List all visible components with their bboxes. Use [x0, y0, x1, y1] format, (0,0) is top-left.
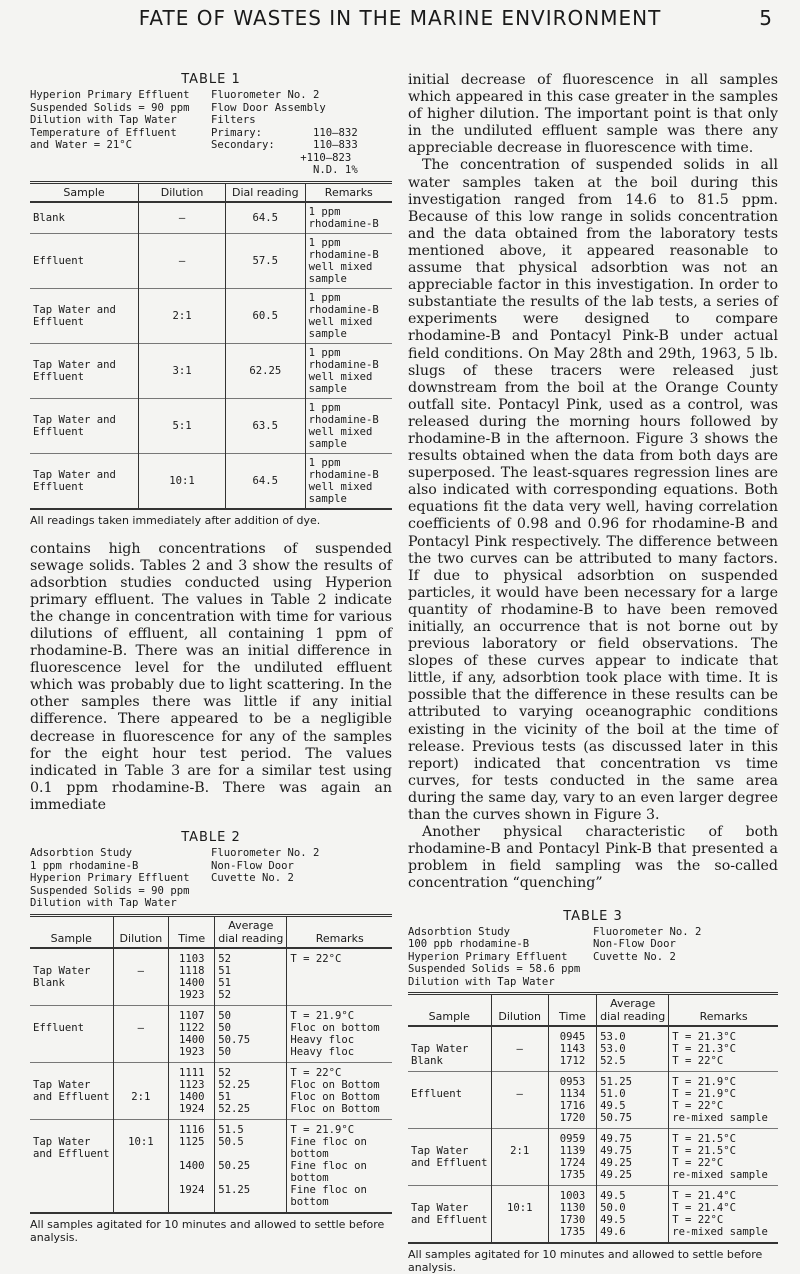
table1-cell-dilution: 5:1	[139, 398, 226, 453]
table1	[30, 181, 392, 510]
table2-note: All samples agitated for 10 minutes and allowed to settle before analysis.	[30, 1217, 385, 1244]
table2-cell-dial: 51.5 50.5 50.25 51.25	[215, 1119, 287, 1213]
table2-cell-sample: Tap Water and Effluent	[30, 1062, 113, 1119]
table2-cell-sample: Effluent	[30, 1005, 113, 1062]
table1-meta-line: Flow Door Assembly	[211, 101, 326, 114]
table3-cell-sample: Tap Water Blank	[408, 1026, 491, 1072]
table1-cell-sample: Tap Water and Effluent	[30, 398, 139, 453]
table1-cell-dilution: 10:1	[139, 453, 226, 509]
table3-cell-dial: 53.0 53.0 52.5	[597, 1026, 669, 1072]
table3-cell-remarks: T = 21.5°C T = 21.5°C T = 22°C re-mixed sample	[669, 1129, 778, 1186]
table1-cell-sample: Tap Water and Effluent	[30, 343, 139, 398]
table2-header-sample: Sample	[30, 915, 113, 948]
table1-meta-line: Secondary: 110–833	[211, 139, 358, 151]
table1-meta-line: Primary: 110–832	[211, 126, 358, 139]
table1-cell-remarks: 1 ppm rhodamine-B	[305, 202, 392, 234]
table2-meta-line: Fluorometer No. 2	[211, 847, 320, 859]
table3-cell-sample: Effluent	[408, 1072, 491, 1129]
table1-cell-dial: 63.5	[225, 398, 305, 453]
table2-meta	[30, 847, 392, 910]
table3-meta	[408, 926, 778, 989]
table2-meta-line: 1 ppm rhodamine-B	[30, 859, 139, 872]
table2-cell-remarks: T = 21.9°C Fine floc on bottom Fine floc on bottom Fine floc on bottom	[287, 1119, 392, 1213]
table3-cell-dilution: 2:1	[491, 1129, 548, 1186]
table3-meta-line: Non-Flow Door	[593, 938, 676, 950]
table3-meta-line: Suspended Solids = 58.6 ppm	[408, 963, 581, 975]
table3-cell-time: 0953 1134 1716 1720	[548, 1072, 596, 1129]
table1-cell-sample: Blank	[30, 202, 139, 234]
table3-header-sample: Sample	[408, 994, 491, 1027]
table2-meta-right	[211, 847, 392, 910]
table1-header-sample: Sample	[30, 182, 139, 202]
table1-cell-dilution: 3:1	[139, 343, 226, 398]
table3-cell-dilution: —	[491, 1072, 548, 1129]
table1-meta-line: Hyperion Primary Effluent	[30, 89, 190, 101]
table3-row	[408, 1026, 778, 1072]
table1-cell-sample: Tap Water and Effluent	[30, 453, 139, 509]
table2-row	[30, 1062, 392, 1119]
table1-cell-dilution: 2:1	[139, 288, 226, 343]
table3-row	[408, 1072, 778, 1129]
table3-note: All samples agitated for 10 minutes and allowed to settle before analysis.	[408, 1248, 763, 1274]
table1-header-dial: Dial reading	[225, 182, 305, 202]
table1-cell-dial: 64.5	[225, 202, 305, 234]
table2-cell-dilution: —	[113, 948, 169, 1006]
table1-cell-remarks: 1 ppm rhodamine-B well mixed sample	[305, 343, 392, 398]
table2-cell-dilution: 2:1	[113, 1062, 169, 1119]
table3-row	[408, 1129, 778, 1186]
table3-cell-remarks: T = 21.9°C T = 21.9°C T = 22°C re-mixed sample	[669, 1072, 778, 1129]
table3-cell-dilution: —	[491, 1026, 548, 1072]
table3-cell-time: 0959 1139 1724 1735	[548, 1129, 596, 1186]
table1-meta-left	[30, 89, 211, 177]
table1-cell-dilution: —	[139, 233, 226, 288]
table1-meta-line: Temperature of Effluent	[30, 126, 177, 139]
table1-cell-dial: 60.5	[225, 288, 305, 343]
left-paragraph: contains high concentrations of suspended sewage solids. Tables 2 and 3 show the results of adsorbtion studies conducted using Hyperion primary effluent. The values in Table 2 indicate the change in concentration with time for various dilutions of effluent, all containing 1 ppm of rhodamine-B. There was an initial difference in fluorescence level for the undiluted effluent which was probably due to light scattering. In the other samples there was little if any initial difference. There appeared to be a negligible decrease in fluorescence for any of the samples for the eight hour test period. The values indicated in Table 3 are for a similar test using 0.1 ppm rhodamine-B. There was again an immediate	[30, 540, 392, 813]
left-body-text	[30, 541, 392, 815]
table2-meta-left	[30, 847, 211, 910]
table1-meta-right	[211, 89, 392, 177]
table2-cell-remarks: T = 22°C	[287, 948, 392, 1006]
table3	[408, 992, 778, 1244]
table2-header-dilution: Dilution	[113, 915, 169, 948]
table1-row	[30, 398, 392, 453]
table3-meta-line: Fluorometer No. 2	[593, 925, 702, 938]
table1-row	[30, 202, 392, 234]
table2-row	[30, 1119, 392, 1213]
table1-meta-line: Suspended Solids = 90 ppm	[30, 101, 190, 114]
table1-cell-remarks: 1 ppm rhodamine-B well mixed sample	[305, 288, 392, 343]
right-paragraph-2: The concentration of suspended solids in all water samples taken at the boil during this investigation ranged from 14.6 to 81.5 ppm. Because of this low range in solids concentration and the data obtained from the laboratory tests mentioned above, it appeared reasonable to assume that physical adsorbtion was not an appreciable factor in this investigation. In order to substantiate the results of the lab tests, a series of experiments were designed to compare rhodamine-B and Pontacyl Pink-B under actual field conditions. On May 28th and 29th, 1963, 5 lb. slugs of these tracers were released just downstream from the boil at the Orange County outfall site. Pontacyl Pink, used as a control, was released during the morning hours followed by rhodamine-B in the afternoon. Figure 3 shows the results obtained when the data from both days are superposed. The least-squares regression lines are also indicated with corresponding equations. Both equations fit the data very well, having correlation coefficients of 0.98 and 0.96 for rhodamine-B and Pontacyl Pink respectively. The difference between the two curves can be attributed to many factors. If due to physical adsorbtion on suspended particles, it would have been necessary for a large quantity of rhodamine-B to have been removed initially, an occurrence that is not borne out by previous laboratory or field observations. The slopes of these curves appear to indicate that little, if any, adsorbtion took place with time. It is possible that the difference in these results can be attributed to varying oceanographic conditions existing in the vicinity of the boil at the time of release. Previous tests (as discussed later in this report) indicated that concentration vs time curves, for tests conducted in the same area during the same day, vary to an even larger degree than the curves shown in Figure 3.	[408, 157, 778, 824]
table3-cell-dial: 51.25 51.0 49.5 50.75	[597, 1072, 669, 1129]
table2-meta-line: Non-Flow Door	[211, 859, 294, 872]
table1-row	[30, 288, 392, 343]
table2-cell-time: 1107 1122 1400 1923	[169, 1005, 215, 1062]
table3-cell-dial: 49.75 49.75 49.25 49.25	[597, 1129, 669, 1186]
right-paragraph-3: Another physical characteristic of both rhodamine-B and Pontacyl Pink-B that presented a problem in field sampling was the so-called concentration “quenching”	[408, 824, 778, 892]
table2-header-remarks: Remarks	[287, 915, 392, 948]
table3-cell-time: 1003 1130 1730 1735	[548, 1186, 596, 1244]
table2-cell-time: 1116 1125 1400 1924	[169, 1119, 215, 1213]
table3-cell-sample: Tap Water and Effluent	[408, 1129, 491, 1186]
table2-meta-line: Adsorbtion Study	[30, 847, 133, 859]
running-title: FATE OF WASTES IN THE MARINE ENVIRONMENT	[138, 6, 662, 30]
table2-cell-dilution: —	[113, 1005, 169, 1062]
table3-meta-line: Dilution with Tap Water	[408, 975, 555, 988]
table3-cell-dial: 49.5 50.0 49.5 49.6	[597, 1186, 669, 1244]
table3-row	[408, 1186, 778, 1244]
table1-cell-remarks: 1 ppm rhodamine-B well mixed sample	[305, 398, 392, 453]
table1-cell-dial: 64.5	[225, 453, 305, 509]
table1-meta-line: Dilution with Tap Water	[30, 114, 177, 126]
table1-meta	[30, 89, 392, 177]
table2-cell-time: 1103 1118 1400 1923	[169, 948, 215, 1006]
table1-title: TABLE 1	[181, 72, 241, 87]
table1-cell-dilution: —	[139, 202, 226, 234]
right-body-text	[408, 72, 778, 893]
table3-cell-remarks: T = 21.4°C T = 21.4°C T = 22°C re-mixed sample	[669, 1186, 778, 1244]
table1-meta-line: +110–823	[211, 151, 352, 164]
table2-cell-sample: Tap Water Blank	[30, 948, 113, 1006]
table2-header-time: Time	[169, 915, 215, 948]
table3-meta-left	[408, 926, 593, 989]
table2-row	[30, 948, 392, 1006]
table2-cell-dilution: 10:1	[113, 1119, 169, 1213]
table2-cell-sample: Tap Water and Effluent	[30, 1119, 113, 1213]
table2-meta-line: Hyperion Primary Effluent	[30, 872, 190, 884]
table2-cell-time: 1111 1123 1400 1924	[169, 1062, 215, 1119]
table2-row	[30, 1005, 392, 1062]
table3-cell-sample: Tap Water and Effluent	[408, 1186, 491, 1244]
right-column	[408, 72, 778, 1274]
table3-cell-dilution: 10:1	[491, 1186, 548, 1244]
page-number: 5	[759, 6, 772, 30]
table2-header-dial: Average dial reading	[215, 915, 287, 948]
table2-cell-remarks: T = 21.9°C Floc on bottom Heavy floc Heavy floc	[287, 1005, 392, 1062]
table3-title: TABLE 3	[563, 908, 623, 924]
table1-cell-remarks: 1 ppm rhodamine-B well mixed sample	[305, 233, 392, 288]
table3-meta-line: Cuvette No. 2	[593, 950, 676, 963]
table3-header-dial: Average dial reading	[597, 994, 669, 1027]
table2-meta-line: Suspended Solids = 90 ppm	[30, 884, 190, 897]
table2-cell-remarks: T = 22°C Floc on Bottom Floc on Bottom Floc on Bottom	[287, 1062, 392, 1119]
table1-row	[30, 343, 392, 398]
table3-cell-remarks: T = 21.3°C T = 21.3°C T = 22°C	[669, 1026, 778, 1072]
table1-header-remarks: Remarks	[305, 182, 392, 202]
table1-cell-remarks: 1 ppm rhodamine-B well mixed sample	[305, 453, 392, 509]
table1-cell-sample: Effluent	[30, 233, 139, 288]
table2-cell-dial: 52 51 51 52	[215, 948, 287, 1006]
table1-cell-dial: 62.25	[225, 343, 305, 398]
table1-meta-line: Filters	[211, 114, 256, 126]
table1-meta-line: and Water = 21°C	[30, 139, 133, 151]
table1-note: All readings taken immediately after addition of dye.	[30, 513, 321, 527]
left-column	[30, 72, 392, 1244]
table2-meta-line: Dilution with Tap Water	[30, 897, 177, 909]
table3-meta-line: Adsorbtion Study	[408, 925, 511, 938]
table1-row	[30, 453, 392, 509]
table3-meta-right	[593, 926, 778, 989]
table3-meta-line: 100 ppb rhodamine-B	[408, 938, 530, 950]
table2-cell-dial: 52 52.25 51 52.25	[215, 1062, 287, 1119]
table2-cell-dial: 50 50 50.75 50	[215, 1005, 287, 1062]
table1-cell-sample: Tap Water and Effluent	[30, 288, 139, 343]
table2-title: TABLE 2	[181, 830, 241, 845]
table3-header-dilution: Dilution	[491, 994, 548, 1027]
table3-cell-time: 0945 1143 1712	[548, 1026, 596, 1072]
table3-header-time: Time	[548, 994, 596, 1027]
table3-meta-line: Hyperion Primary Effluent	[408, 950, 568, 963]
table1-meta-line: N.D. 1%	[211, 164, 358, 176]
table1-meta-line: Fluorometer No. 2	[211, 89, 320, 101]
table2	[30, 914, 392, 1214]
table1-row	[30, 233, 392, 288]
table3-header-remarks: Remarks	[669, 994, 778, 1027]
table2-meta-line: Cuvette No. 2	[211, 872, 294, 884]
table1-cell-dial: 57.5	[225, 233, 305, 288]
table1-header-dilution: Dilution	[139, 182, 226, 202]
right-paragraph-1: initial decrease of fluorescence in all samples which appeared in this case greater in the samples of higher dilution. The important point is that only in the undiluted effluent sample was there any appreciable decrease in fluorescence with time.	[408, 72, 778, 157]
